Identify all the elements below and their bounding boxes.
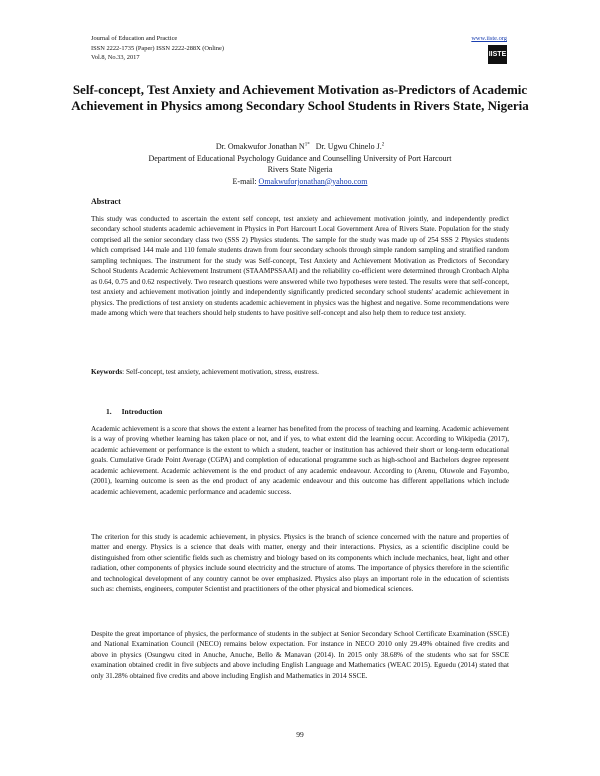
author-1: Dr. Omakwufor Jonathan N	[215, 142, 305, 151]
email-label: E-mail:	[232, 176, 259, 186]
abstract-heading: Abstract	[91, 197, 121, 206]
introduction-heading	[106, 407, 172, 416]
page-number: 99	[296, 730, 304, 739]
intro-paragraph-1: Academic achievement is a score that shows the extent a learner has benefited from the process of teaching and learning. Academic achievement is a way of proving whether learning has taken place or not, and if yes, to what extent did the learning occur. According to Wikipedia (2017), academic achievement or performance is the extent to which a student, teacher or institution has achieved their short or long-term educational goals. Cumulative Grade Point Average (CGPA) and completion of educational programme such as high-school and Bachelors degree represent academic achievement. Academic achievement is the end product of any academic endeavour. According to (Arenu, Oluwole and Fayombo, (2001), learning outcome is seen as the end product of any academic endeavour and this outcome has different appellations which include academic achievement, academic performance and academic success.	[91, 425, 509, 496]
keywords	[91, 367, 509, 377]
author-1-affiliation: 1*	[304, 142, 310, 148]
running-header	[91, 34, 509, 63]
intro-paragraph-3: Despite the great importance of physics, the performance of students in the subject at Senior Secondary School Certificate Examination (SSCE) and National Examination Council (NECO) remains below expectation. For instance in NECO 2010 only 29.49% obtained five credits and above in physics (Osungwu cited in Anuche, Anuche, Bello & Manavan (2014). In 2015 only 38.68% of the students who sat for SSCE examination obtained credit in five subjects and above including English Language and Mathematics (WEAC 2015). Eguedu (2014) stated that only 31.28% obtained five credits and above including English and Mathematics in 2014 SSCE.	[91, 630, 509, 680]
paper-title: Self-concept, Test Anxiety and Achievement Motivation as-Predictors of Academic Achievement in Physics among Secondary School Students in Rivers State, Nigeria	[71, 82, 529, 113]
iiste-logo: IISTE	[488, 45, 507, 64]
department: Department of Educational Psychology Guidance and Counselling University of Port Harcourt	[148, 153, 452, 163]
keywords-label: Keywords	[91, 368, 123, 376]
email-line	[70, 176, 530, 188]
journal-url-link[interactable]: www.iiste.org	[471, 35, 507, 42]
section-number: 1.	[106, 407, 112, 416]
author-names	[70, 141, 530, 153]
keywords-text: : Self-concept, test anxiety, achievement motivation, stress, eustress.	[122, 368, 319, 376]
intro-paragraph-2: The criterion for this study is academic achievement, in physics. Physics is the branch of science concerned with the nature and properties of matter and energy. Physics is a science that deals with matter, energy and their interactions. Physics, as a scientific discipline could be distinguished from other scientific fields such as chemistry and biology based on its components which include mechanics, heat, light and other radiation, other components of physics include sound electricity and the structure of atoms. The importance of physics therefore in the scientific and technological development of any country cannot be over emphasized. Physics also plays an important role in the education of scientists such as: chemists, engineers, computer Scientist and practitioners of the other physical and biomedical sciences.	[91, 533, 509, 594]
volume-line: Vol.8, No.33, 2017	[91, 54, 140, 62]
location: Rivers State Nigeria	[267, 165, 333, 174]
author-2-affiliation: 2	[381, 142, 385, 148]
author-2: Dr. Ugwu Chinelo J.	[315, 142, 382, 151]
journal-name: Journal of Education and Practice	[91, 35, 178, 42]
author-block	[70, 141, 530, 187]
abstract-text: This study was conducted to ascertain the extent self concept, test anxiety and achievement motivation jointly, and independently predict secondary school students academic achievement in Physics in Port Harcourt Local Government Area of Rivers State. Population for the study comprised all the senior secondary class two (SSS 2) Physics students. The sample for the study was made up of 254 SSS 2 Physics students which comprised 144 male and 110 female students drawn from four secondary schools through simple random sampling and stratified random sampling techniques. The instrument for the study was Self-concept, Test Anxiety and Achievement Motivation as Predictors of Secondary School Students Academic Achievement Instrument (STAAMPSSAAI) and the reliability co-efficient were determined through Cronbach Alpha as 0.64, 0.75 and 0.62 respectively. Two research questions were answered while two hypotheses were tested. The results were that self-concept, test anxiety and achievement motivation jointly and independently significantly predicted secondary school students' academic achievement in physics. The predictions of test anxiety on students academic achievement in physics was the highest and negative. Some recommendations were made among which were that teachers should help students to have positive self-concept and also help them to reduce test anxiety.	[91, 215, 509, 318]
section-title: Introduction	[121, 407, 163, 416]
issn-line: ISSN 2222-1735 (Paper) ISSN 2222-288X (Online)	[91, 44, 224, 52]
email-link[interactable]: Omakwuforjonathan@yahoo.com	[258, 176, 368, 186]
